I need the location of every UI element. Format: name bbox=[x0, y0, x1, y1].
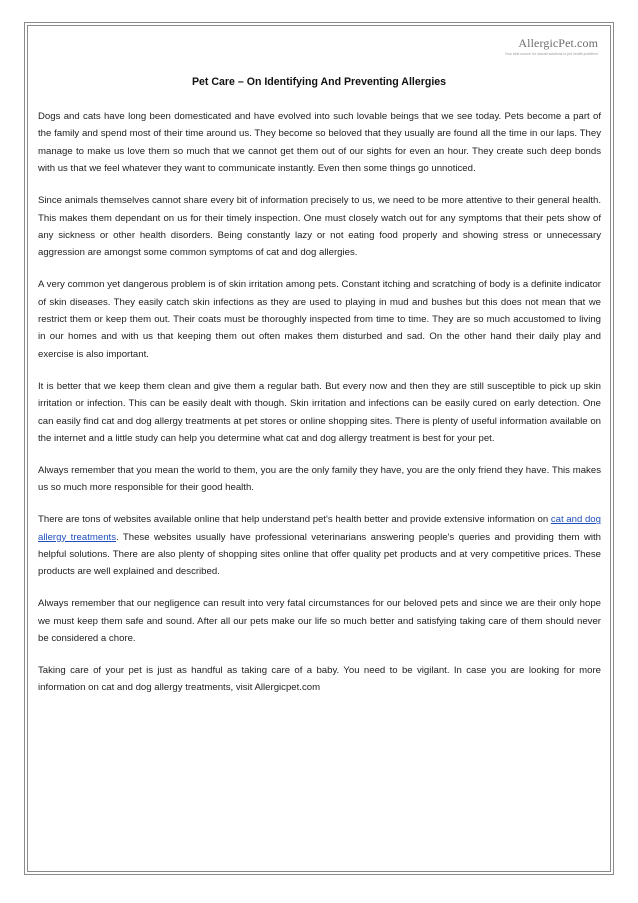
allergy-treatments-link[interactable]: cat and dog allergy treatments bbox=[38, 514, 601, 543]
paragraph-3: A very common yet dangerous problem is of skin irritation among pets. Constant itching and scratching of body is a definite indicator of skin diseases. They easily catch skin infections as they are used to playing in mud and bushes but this does not mean that we restrict them or keep them out. Their coats must be thoroughly inspected from time to time. They are so much accustomed to living in our homes and with us that keeping them out often makes them disturbed and sad. On the other hand their daily play and exercise is also important. bbox=[38, 279, 601, 360]
paragraph-5: Always remember that you mean the world to them, you are the only family they have, you are the only friend they have. This makes us so much more responsible for their good health. bbox=[38, 464, 601, 494]
article-title: Pet Care – On Identifying And Preventing Allergies bbox=[191, 76, 447, 88]
paragraph-6-text-after: . These websites usually have professional veterinarians answering people's queries and providing them with helpful solutions. There are also plenty of shopping sites online that offer quality pet products and at very competitive prices. These products are well explained and described. bbox=[38, 531, 602, 578]
paragraph-2: Since animals themselves cannot share every bit of information precisely to us, we need to be more attentive to their general health. This makes them dependant on us for their timely inspection. One must closely watch out for any symptoms that their pets show of any sickness or other health disorders. Being constantly lazy or not eating food properly and showing stress or unnecessary aggression are amongst some common symptoms of cat and dog allergies. bbox=[38, 195, 601, 259]
paragraph-8: Taking care of your pet is just as handful as taking care of a baby. You need to be vigilant. In case you are looking for more information on cat and dog allergy treatments, visit Allergicpet.com bbox=[38, 665, 601, 694]
paragraph-6 bbox=[38, 511, 601, 581]
article-body bbox=[38, 108, 601, 711]
paragraph-7: Always remember that our negligence can result into very fatal circumstances for our beloved pets and since we are their only hope we must keep them safe and sound. After all our pets make our life so much better and satisfying taking care of them should never be considered a chore. bbox=[38, 598, 601, 645]
brand-name: AllergicPet.com bbox=[518, 36, 598, 50]
brand-logo bbox=[505, 36, 598, 56]
paragraph-4: It is better that we keep them clean and give them a regular bath. But every now and then they are still susceptible to pick up skin irritation or infection. This can be easily dealt with though. Skin irritation and infections can be easily cured on early detection. One can easily find cat and dog allergy treatments at pet stores or online shopping sites. There is plenty of useful information available on the internet and a little study can help you determine what cat and dog allergy treatment is best for your pet. bbox=[38, 380, 601, 444]
paragraph-1: Dogs and cats have long been domesticated and have evolved into such lovable beings that we see today. Pets become a part of the family and spend most of their time around us. They become so beloved that they usually are found all the time in our laps. They manage to make us love them so much that we cannot get them out of our sights for even an hour. They create such deep bonds with us that we feel whatever they want to communicate instantly. Even then some things go unnoticed. bbox=[38, 111, 601, 175]
brand-tagline: Your best source for natural solutions to pet health problems bbox=[504, 52, 598, 56]
paragraph-6-text-before: There are tons of websites available online that help understand pet's health better and provide extensive information on bbox=[38, 514, 551, 526]
